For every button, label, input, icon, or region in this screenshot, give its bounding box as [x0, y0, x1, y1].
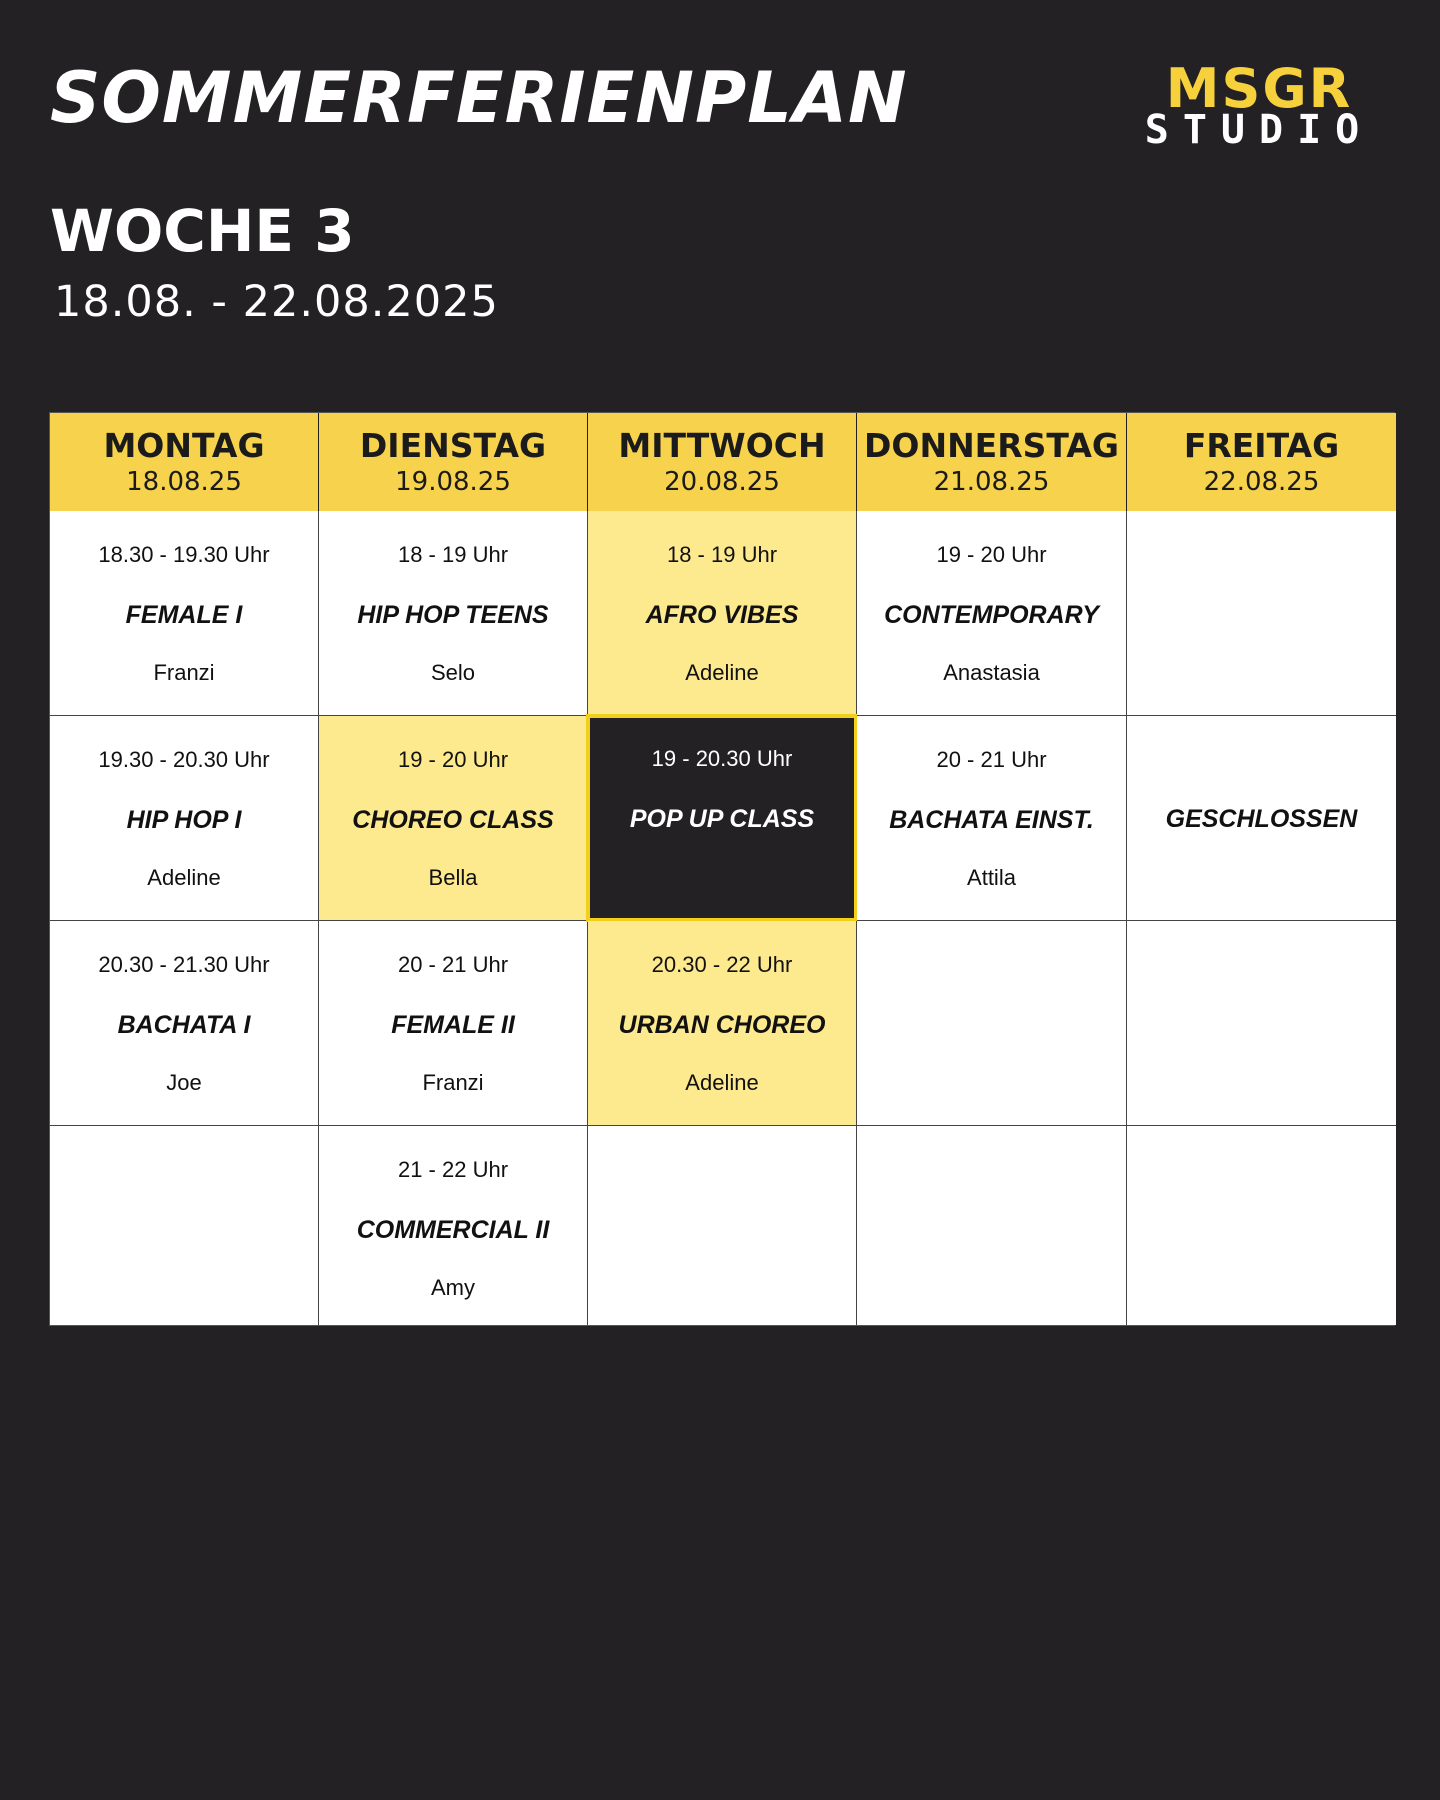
slot-time: 19 - 20.30 Uhr: [651, 746, 793, 771]
slot-time: 20.30 - 22 Uhr: [651, 952, 793, 977]
day-date: 21.08.25: [933, 467, 1050, 497]
slot-time: 20 - 21 Uhr: [936, 747, 1047, 772]
day-name: MONTAG: [103, 426, 265, 465]
logo-subtitle: STUDIO: [1144, 107, 1374, 153]
slot-class-name: FEMALE I: [125, 601, 243, 629]
empty-slot: [1127, 1126, 1396, 1325]
day-header-mittwoch: [588, 413, 857, 511]
slot-teacher: Adeline: [685, 660, 759, 685]
slot-teacher: Selo: [430, 660, 476, 685]
class-slot: [50, 921, 319, 1126]
slot-class-name: COMMERCIAL II: [356, 1216, 550, 1244]
empty-slot: [588, 1126, 857, 1325]
slot-class-name: URBAN CHOREO: [618, 1011, 826, 1039]
slot-teacher: Joe: [166, 1070, 202, 1095]
class-slot: [50, 716, 319, 921]
day-date: 22.08.25: [1203, 467, 1320, 497]
logo-wordmark: MSGR: [1165, 57, 1353, 120]
empty-slot: [1127, 921, 1396, 1126]
slot-class-name: HIP HOP TEENS: [357, 601, 549, 629]
empty-slot: [50, 1126, 319, 1325]
slot-time: 18.30 - 19.30 Uhr: [98, 542, 270, 567]
slot-class-name: HIP HOP I: [126, 806, 242, 834]
empty-slot: [857, 921, 1127, 1126]
slot-time: 19.30 - 20.30 Uhr: [98, 747, 270, 772]
slot-teacher: Attila: [967, 865, 1016, 890]
slot-teacher: Franzi: [422, 1070, 484, 1095]
day-date: 19.08.25: [395, 467, 511, 497]
slot-teacher: Anastasia: [943, 660, 1040, 685]
day-date: 20.08.25: [664, 467, 780, 497]
class-slot: [319, 716, 588, 921]
slot-class-name: GESCHLOSSEN: [1165, 805, 1358, 833]
class-slot: [1127, 716, 1396, 921]
slot-class-name: CONTEMPORARY: [884, 601, 1099, 629]
day-name: FREITAG: [1183, 426, 1340, 465]
class-slot: [586, 714, 858, 922]
studio-logo: [1124, 57, 1394, 153]
week-heading: WOCHE 3: [50, 197, 355, 265]
day-name: DONNERSTAG: [864, 426, 1119, 465]
empty-slot: [1127, 511, 1396, 716]
slot-class-name: FEMALE II: [391, 1011, 515, 1039]
class-slot: [50, 511, 319, 716]
slot-time: 20.30 - 21.30 Uhr: [98, 952, 270, 977]
slot-time: 18 - 19 Uhr: [666, 542, 778, 567]
slot-class-name: CHOREO CLASS: [352, 806, 554, 834]
class-slot: [857, 511, 1127, 716]
class-slot: [319, 1126, 588, 1325]
slot-class-name: BACHATA EINST.: [889, 806, 1094, 834]
day-header-dienstag: [319, 413, 588, 511]
day-header-freitag: [1127, 413, 1396, 511]
slot-time: 19 - 20 Uhr: [936, 542, 1047, 567]
slot-teacher: Bella: [428, 865, 478, 890]
slot-time: 20 - 21 Uhr: [397, 952, 509, 977]
slot-teacher: Amy: [431, 1275, 475, 1300]
slot-time: 19 - 20 Uhr: [397, 747, 509, 772]
slot-time: 21 - 22 Uhr: [397, 1157, 509, 1182]
day-date: 18.08.25: [126, 467, 242, 497]
slot-class-name: POP UP CLASS: [629, 805, 815, 833]
day-name: MITTWOCH: [618, 426, 826, 465]
page-title: SOMMERFERIENPLAN: [50, 57, 908, 139]
date-range: 18.08. - 22.08.2025: [54, 277, 499, 327]
class-slot: [588, 921, 857, 1126]
day-header-montag: [50, 413, 319, 511]
class-slot: [857, 716, 1127, 921]
class-slot: [319, 511, 588, 716]
empty-slot: [857, 1126, 1127, 1325]
slot-teacher: Franzi: [153, 660, 215, 685]
slot-teacher: Adeline: [147, 865, 221, 890]
slot-class-name: AFRO VIBES: [645, 601, 799, 629]
slot-time: 18 - 19 Uhr: [397, 542, 509, 567]
schedule-table: [49, 412, 1395, 1326]
class-slot: [319, 921, 588, 1126]
class-slot: [588, 511, 857, 716]
slot-class-name: BACHATA I: [117, 1011, 251, 1039]
slot-teacher: Adeline: [685, 1070, 759, 1095]
day-name: DIENSTAG: [359, 426, 547, 465]
day-header-donnerstag: [857, 413, 1127, 511]
